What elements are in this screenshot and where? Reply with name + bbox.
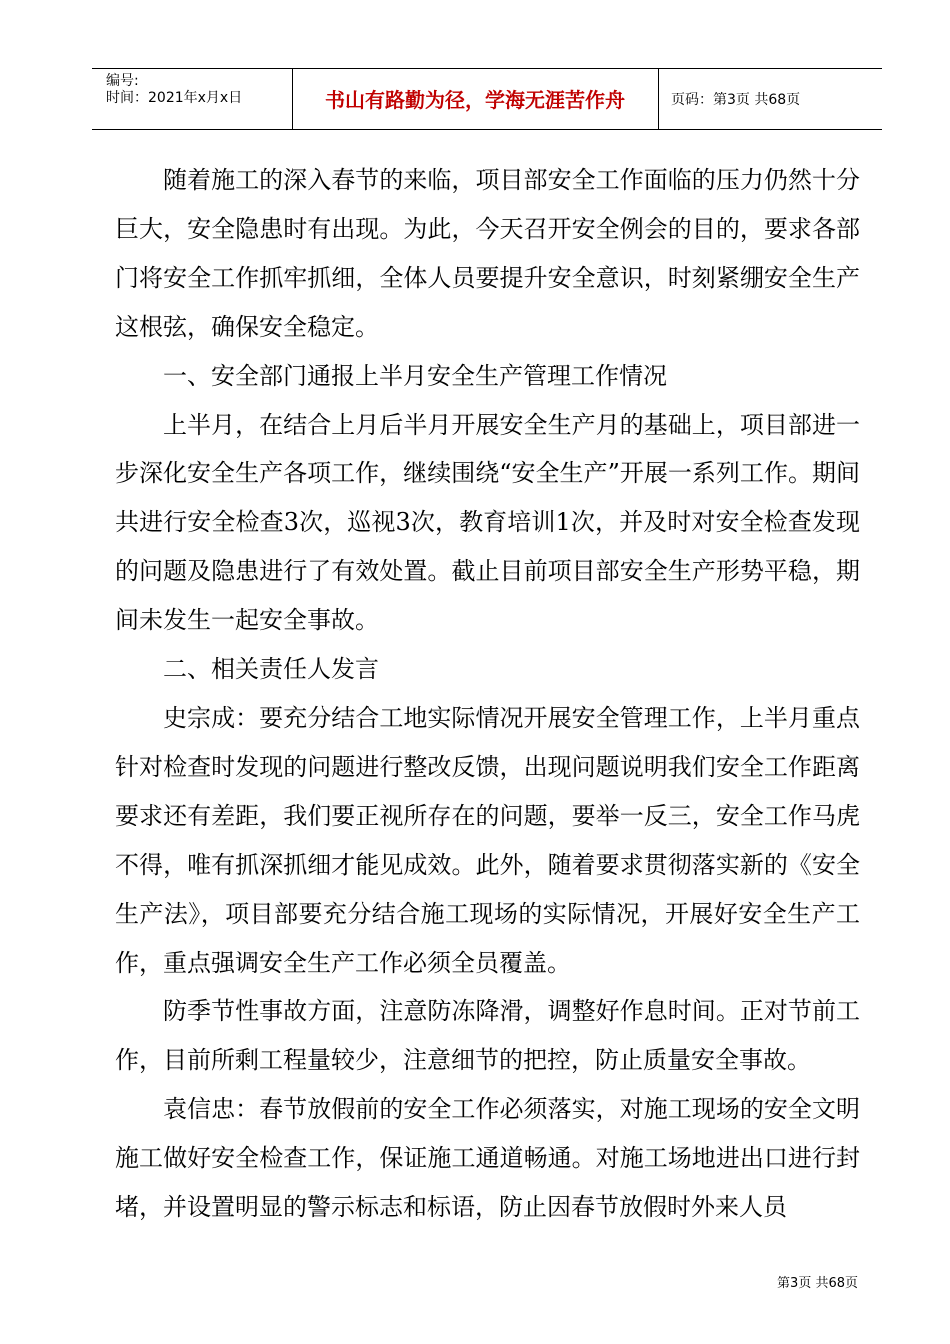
document-date: 时间：2021年x月x日 <box>106 90 243 106</box>
header-motto-cell <box>292 69 659 129</box>
page-header <box>92 68 882 130</box>
document-code-label: 编号: <box>106 73 139 89</box>
header-page-info: 页码：第3页 共68页 <box>671 92 801 108</box>
paragraph-speech-shi: 史宗成：要充分结合工地实际情况开展安全管理工作，上半月重点针对检查时发现的问题进行整改反馈，出现问题说明我们安全工作距离要求还有差距，我们要正视所存在的问题，要举一反三，安全工作马虎不得，唯有抓深抓细才能见成效。此外，随着要求贯彻落实新的《安全生产法》，项目部要充分结合施工现场的实际情况，开展好安全生产工作，重点强调安全生产工作必须全员覆盖。 <box>115 703 860 977</box>
section-heading-2: 二、相关责任人发言 <box>163 655 379 684</box>
section-heading-1: 一、安全部门通报上半月安全生产管理工作情况 <box>163 361 667 390</box>
page-footer: 第3页 共68页 <box>777 1276 858 1291</box>
paragraph-intro: 随着施工的深入春节的来临，项目部安全工作面临的压力仍然十分巨大，安全隐患时有出现。为此，今天召开安全例会的目的，要求各部门将安全工作抓牢抓细，全体人员要提升安全意识，时刻紧绷安全生产这根弦，确保安全稳定。 <box>115 166 860 341</box>
paragraph-seasonal: 防季节性事故方面，注意防冻降滑，调整好作息时间。正对节前工作，目前所剩工程量较少，注意细节的把控，防止质量安全事故。 <box>115 997 860 1075</box>
document-body <box>115 156 860 1232</box>
paragraph-speech-yuan: 袁信忠：春节放假前的安全工作必须落实，对施工现场的安全文明施工做好安全检查工作，保证施工通道畅通。对施工场地进出口进行封堵，并设置明显的警示标志和标语，防止因春节放假时外来人员 <box>115 1095 860 1222</box>
header-meta-cell <box>92 69 293 129</box>
header-page-cell <box>659 69 882 129</box>
header-motto: 书山有路勤为径，学海无涯苦作舟 <box>325 88 625 112</box>
paragraph-safety-report: 上半月，在结合上月后半月开展安全生产月的基础上，项目部进一步深化安全生产各项工作，继续围绕“安全生产”开展一系列工作。期间共进行安全检查3次，巡视3次，教育培训1次，并及时对安全检查发现的问题及隐患进行了有效处置。截止目前项目部安全生产形势平稳，期间未发生一起安全事故。 <box>115 410 860 635</box>
